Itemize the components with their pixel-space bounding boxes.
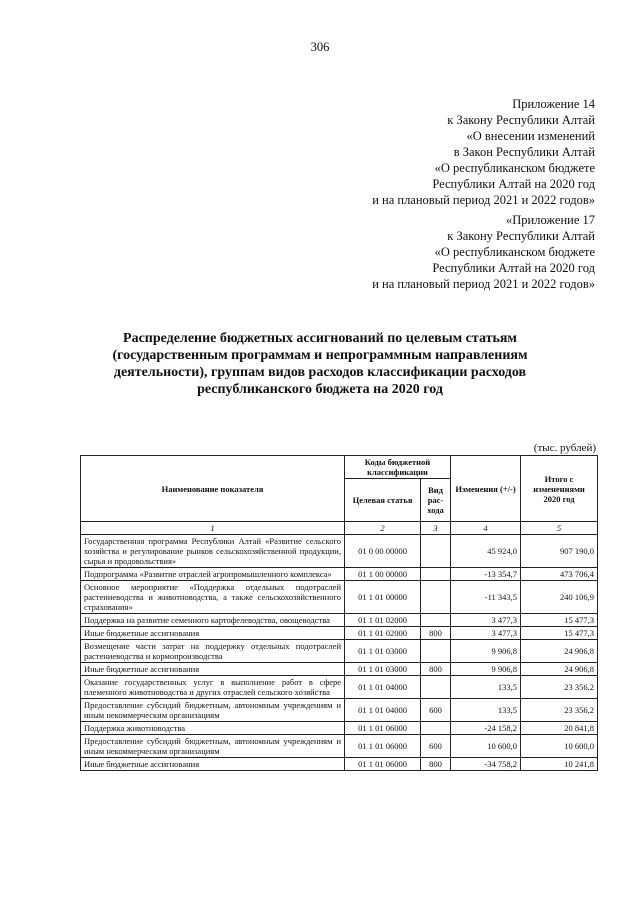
row-change-cell: -13 354,7: [451, 568, 521, 581]
row-expense-type-cell: [421, 676, 451, 699]
row-target-article-cell: 01 1 01 04000: [345, 699, 421, 722]
column-number: 1: [81, 522, 345, 535]
row-target-article-cell: 01 1 01 00000: [345, 581, 421, 614]
budget-table: [80, 455, 598, 771]
row-total-cell: 15 477,3: [521, 614, 598, 627]
row-change-cell: 3 477,3: [451, 627, 521, 640]
row-name-cell: Предоставление субсидий бюджетным, автономным учреждениям и иным некоммерческим организациям: [81, 735, 345, 758]
row-target-article-cell: 01 0 00 00000: [345, 535, 421, 568]
row-name-cell: Основное мероприятие «Поддержка отдельных подотраслей растениеводства и животноводства, а также сельскохозяйственного страхования»: [81, 581, 345, 614]
table-row: [81, 676, 598, 699]
column-number: 4: [451, 522, 521, 535]
row-target-article-cell: 01 1 01 04000: [345, 676, 421, 699]
table-row: [81, 758, 598, 771]
row-expense-type-cell: 800: [421, 663, 451, 676]
row-name-cell: Государственная программа Республики Алтай «Развитие сельского хозяйства и регулирование рынков сельскохозяйственной продукции, сырья и продовольствия»: [81, 535, 345, 568]
column-number: 2: [345, 522, 421, 535]
row-change-cell: 133,5: [451, 699, 521, 722]
row-expense-type-cell: [421, 640, 451, 663]
table-row: [81, 568, 598, 581]
row-target-article-cell: 01 1 01 03000: [345, 640, 421, 663]
table-row: [81, 640, 598, 663]
row-name-cell: Иные бюджетные ассигнования: [81, 663, 345, 676]
table-row: [81, 535, 598, 568]
row-total-cell: 10 600,0: [521, 735, 598, 758]
header-codes: Коды бюджетной классификации: [345, 456, 451, 479]
title-line: деятельности), группам видов расходов классификации расходов: [113, 365, 527, 380]
title-line: (государственным программам и непрограммным направлениям: [112, 348, 528, 363]
row-change-cell: 3 477,3: [451, 614, 521, 627]
row-name-cell: Иные бюджетные ассигнования: [81, 627, 345, 640]
column-number: 5: [521, 522, 598, 535]
row-expense-type-cell: [421, 535, 451, 568]
row-total-cell: 24 906,8: [521, 663, 598, 676]
row-total-cell: 473 706,4: [521, 568, 598, 581]
row-expense-type-cell: 600: [421, 699, 451, 722]
appendix-line: Республики Алтай на 2020 год: [432, 177, 595, 191]
column-number-row: [81, 522, 598, 535]
row-total-cell: 24 906,8: [521, 640, 598, 663]
table-row: [81, 614, 598, 627]
row-expense-type-cell: 800: [421, 758, 451, 771]
row-name-cell: Иные бюджетные ассигнования: [81, 758, 345, 771]
row-total-cell: 240 106,9: [521, 581, 598, 614]
header-name: Наименование показателя: [81, 456, 345, 522]
row-change-cell: -24 158,2: [451, 722, 521, 735]
appendix-line: Приложение 14: [512, 97, 595, 111]
header-expense-type: Вид рас-хода: [421, 479, 451, 522]
row-expense-type-cell: [421, 722, 451, 735]
appendix-line: и на плановый период 2021 и 2022 годов»: [372, 277, 595, 291]
page-number: 306: [310, 40, 330, 54]
table-body: [81, 535, 598, 771]
row-expense-type-cell: [421, 568, 451, 581]
row-name-cell: Подпрограмма «Развитие отраслей агропромышленного комплекса»: [81, 568, 345, 581]
row-change-cell: 133,5: [451, 676, 521, 699]
appendix-17-reference: [372, 212, 595, 292]
row-name-cell: Поддержка животноводства: [81, 722, 345, 735]
units-note: (тыс. рублей): [533, 442, 596, 454]
row-target-article-cell: 01 1 01 06000: [345, 758, 421, 771]
row-target-article-cell: 01 1 00 00000: [345, 568, 421, 581]
appendix-line: к Закону Республики Алтай: [447, 229, 595, 243]
table-row: [81, 735, 598, 758]
header-total: Итого с изменениями 2020 год: [521, 456, 598, 522]
row-change-cell: 9 906,8: [451, 640, 521, 663]
row-expense-type-cell: [421, 581, 451, 614]
row-change-cell: 9 906,8: [451, 663, 521, 676]
row-total-cell: 15 477,3: [521, 627, 598, 640]
appendix-line: Республики Алтай на 2020 год: [432, 261, 595, 275]
row-total-cell: 10 241,8: [521, 758, 598, 771]
table-row: [81, 699, 598, 722]
title-line: республиканского бюджета на 2020 год: [197, 382, 443, 397]
row-total-cell: 23 356,2: [521, 676, 598, 699]
header-target-article: Целевая статья: [345, 479, 421, 522]
appendix-line: «Приложение 17: [506, 213, 595, 227]
row-expense-type-cell: [421, 614, 451, 627]
table-row: [81, 627, 598, 640]
row-target-article-cell: 01 1 01 02000: [345, 627, 421, 640]
row-target-article-cell: 01 1 01 03000: [345, 663, 421, 676]
row-target-article-cell: 01 1 01 02000: [345, 614, 421, 627]
title-line: Распределение бюджетных ассигнований по целевым статьям: [123, 331, 517, 346]
appendix-line: и на плановый период 2021 и 2022 годов»: [372, 193, 595, 207]
document-title: [70, 330, 570, 398]
row-total-cell: 20 841,8: [521, 722, 598, 735]
row-name-cell: Поддержка на развитие семенного картофелеводства, овощеводства: [81, 614, 345, 627]
table-row: [81, 581, 598, 614]
table-row: [81, 663, 598, 676]
row-name-cell: Предоставление субсидий бюджетным, автономным учреждениям и иным некоммерческим организациям: [81, 699, 345, 722]
row-target-article-cell: 01 1 01 06000: [345, 735, 421, 758]
appendix-line: «О внесении изменений: [466, 129, 595, 143]
row-expense-type-cell: 800: [421, 627, 451, 640]
header-change: Изменения (+/-): [451, 456, 521, 522]
column-number: 3: [421, 522, 451, 535]
row-change-cell: -34 758,2: [451, 758, 521, 771]
appendix-line: «О республиканском бюджете: [434, 245, 595, 259]
row-total-cell: 907 190,0: [521, 535, 598, 568]
row-change-cell: -11 343,5: [451, 581, 521, 614]
appendix-line: в Закон Республики Алтай: [453, 145, 595, 159]
appendix-line: к Закону Республики Алтай: [447, 113, 595, 127]
table-row: [81, 722, 598, 735]
appendix-14-reference: [372, 96, 595, 208]
row-change-cell: 10 600,0: [451, 735, 521, 758]
row-total-cell: 23 356,2: [521, 699, 598, 722]
row-change-cell: 45 924,0: [451, 535, 521, 568]
row-name-cell: Возмещение части затрат на поддержку отдельных подотраслей растениеводства и кормопроизводства: [81, 640, 345, 663]
row-expense-type-cell: 600: [421, 735, 451, 758]
row-name-cell: Оказание государственных услуг в выполнение работ в сфере племенного животноводства и других отраслей сельского хозяйства: [81, 676, 345, 699]
row-target-article-cell: 01 1 01 06000: [345, 722, 421, 735]
appendix-line: «О республиканском бюджете: [434, 161, 595, 175]
